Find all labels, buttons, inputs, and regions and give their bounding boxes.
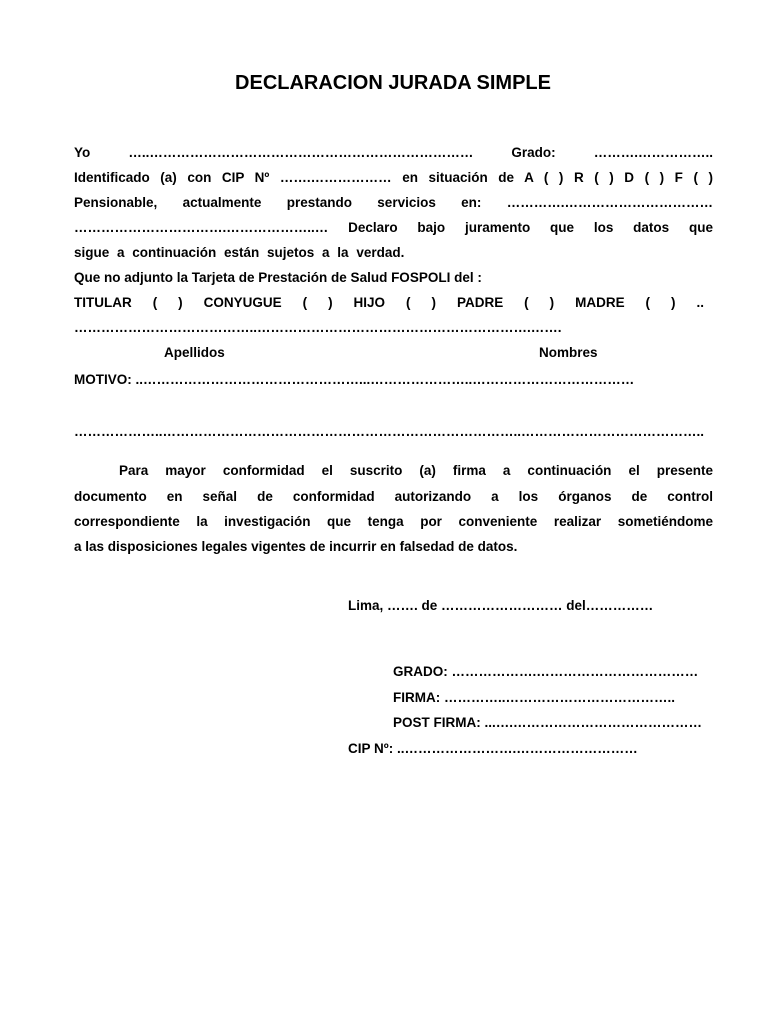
line-motivo: MOTIVO: ..…………………………………………...…………………..……………………………… <box>74 372 635 387</box>
line-tarjeta: Que no adjunto la Tarjeta de Prestación de Salud FOSPOLI del : <box>74 270 482 285</box>
line-declaro: …………………………….………………..… Declaro bajo juramento que los datos que <box>74 220 713 235</box>
line-sigue: sigue a continuación están sujetos a la verdad. <box>74 245 405 260</box>
line-identificado: Identificado (a) con CIP Nº …….……………… en situación de A ( ) R ( ) D ( ) F ( ) <box>74 170 713 185</box>
paragraph-line-4: a las disposiciones legales vigentes de incurrir en falsedad de datos. <box>74 539 518 554</box>
line-name-grado: Yo …..……………………………………………………………… Grado: ……….…………….. <box>74 145 713 160</box>
document-title: DECLARACION JURADA SIMPLE <box>235 72 551 94</box>
line-motivo-continuation: ………………..……………………………………………………………………..………………………………….. <box>74 424 705 439</box>
label-apellidos: Apellidos <box>164 345 225 360</box>
signature-cip: CIP Nº: ..…………………….……………………… <box>348 741 638 756</box>
paragraph-line-1: Para mayor conformidad el suscrito (a) firma a continuación el presente <box>119 463 713 478</box>
line-apellidos-nombres-blank: …………………………………..…………………………………………………….……. <box>74 320 562 335</box>
signature-firma: FIRMA: …………..……………………………….. <box>393 690 675 705</box>
line-relationship-options: TITULAR ( ) CONYUGUE ( ) HIJO ( ) PADRE ( ) MADRE ( ) .. <box>74 295 704 310</box>
label-nombres: Nombres <box>539 345 598 360</box>
paragraph-line-2: documento en señal de conformidad autorizando a los órganos de control <box>74 489 713 504</box>
line-pensionable: Pensionable, actualmente prestando servicios en: ………….…………………………… <box>74 195 713 210</box>
signature-grado: GRADO: ……………….……………………………… <box>393 664 699 679</box>
paragraph-line-3: correspondiente la investigación que tenga por conveniente realizar sometiéndome <box>74 514 713 529</box>
signature-post-firma: POST FIRMA: ...….…………………………………… <box>393 715 702 730</box>
place-date-line: Lima, ……. de ……………………… del…………… <box>348 598 654 613</box>
